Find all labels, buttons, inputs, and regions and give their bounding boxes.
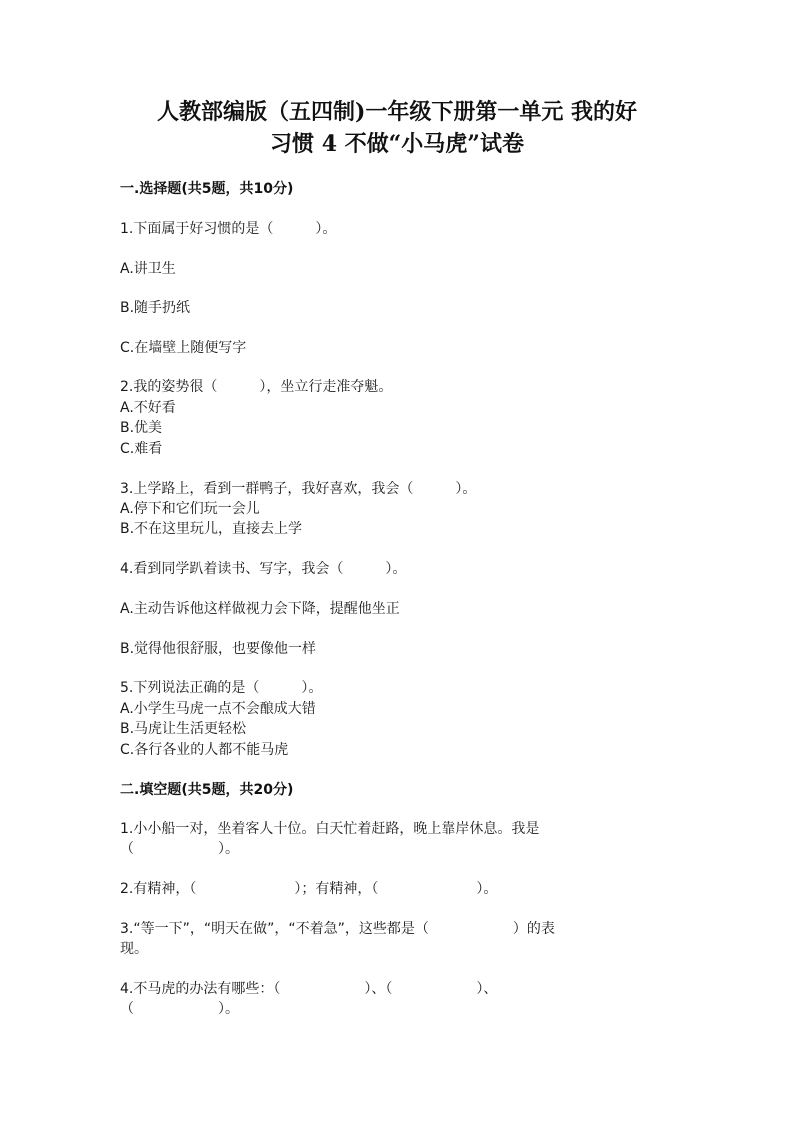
- fill-question-3-line-2: 现。: [120, 941, 148, 957]
- exam-title-line-1: 人教部编版（五四制)一年级下册第一单元 我的好: [156, 99, 638, 125]
- fill-question-4-line-1: 4.不马虎的办法有哪些：（ ）、（ ）、: [120, 981, 498, 997]
- fill-question-1-line-1: 1.小小船一对，坐着客人十位。白天忙着赶路，晚上靠岸休息。我是: [120, 821, 540, 837]
- fill-question-4-line-2: （ ）。: [120, 1001, 239, 1017]
- question-1-option-c: C.在墙壁上随便写字: [120, 340, 247, 356]
- fill-question-3-line-1: 3.“等一下”，“明天在做”，“不着急”，这些都是（ ）的表: [120, 921, 555, 937]
- question-4-stem: 4.看到同学趴着读书、写字，我会（ ）。: [120, 561, 407, 577]
- question-4-option-a: A.主动告诉他这样做视力会下降，提醒他坐正: [120, 601, 400, 617]
- fill-question-2: 2.有精神，（ ）；有精神，（ ）。: [120, 881, 498, 897]
- question-3-stem: 3.上学路上，看到一群鸭子，我好喜欢，我会（ ）。: [120, 481, 477, 497]
- section-heading-fill-blank: 二.填空题(共5题，共20分): [120, 782, 294, 798]
- question-2-option-a: A.不好看: [120, 400, 176, 416]
- question-1-option-b: B.随手扔纸: [120, 300, 191, 316]
- section-heading-choice: 一.选择题(共5题，共10分): [120, 181, 294, 197]
- question-3-option-b: B.不在这里玩儿，直接去上学: [120, 521, 303, 537]
- question-2-option-c: C.难看: [120, 441, 163, 457]
- exam-title-line-2: 习惯 4 不做“小马虎”试卷: [270, 131, 524, 157]
- question-2-stem: 2.我的姿势很（ ），坐立行走准夺魁。: [120, 379, 393, 395]
- fill-question-1-line-2: （ ）。: [120, 841, 239, 857]
- question-2-option-b: B.优美: [120, 420, 163, 436]
- question-5-option-a: A.小学生马虎一点不会酿成大错: [120, 701, 316, 717]
- question-5-stem: 5.下列说法正确的是（ ）。: [120, 680, 323, 696]
- question-5-option-c: C.各行各业的人都不能马虎: [120, 742, 289, 758]
- question-5-option-b: B.马虎让生活更轻松: [120, 721, 247, 737]
- question-4-option-b: B.觉得他很舒服，也要像他一样: [120, 641, 317, 657]
- question-1-stem: 1.下面属于好习惯的是（ ）。: [120, 221, 337, 237]
- question-3-option-a: A.停下和它们玩一会儿: [120, 501, 260, 517]
- question-1-option-a: A.讲卫生: [120, 261, 176, 277]
